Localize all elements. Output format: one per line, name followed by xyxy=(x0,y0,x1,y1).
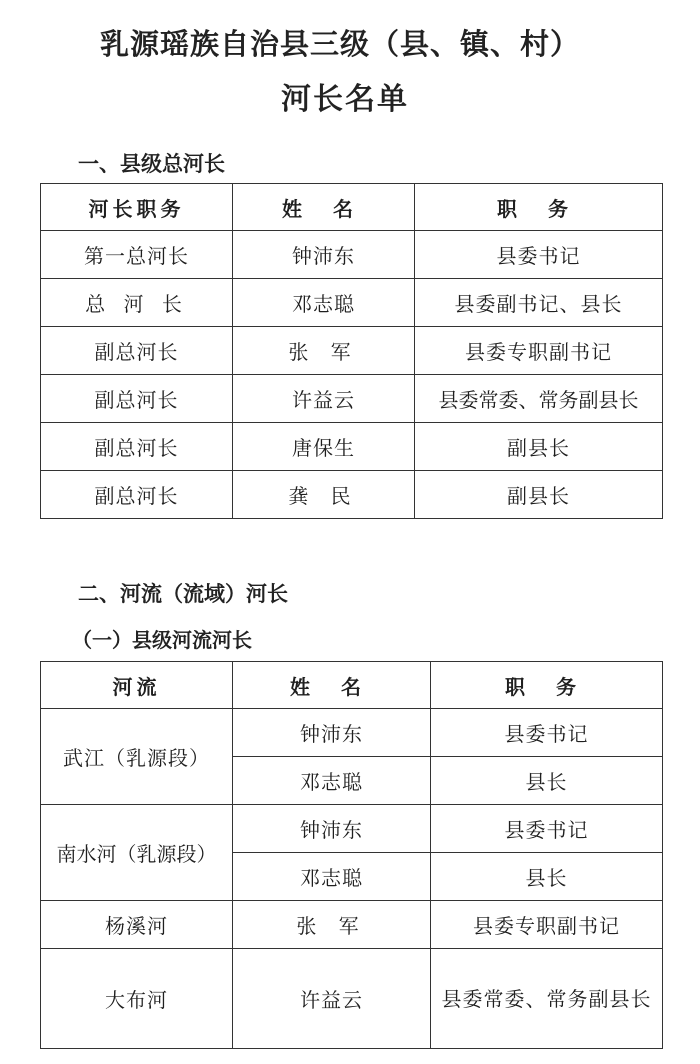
cell-name: 许益云 xyxy=(233,949,431,1049)
cell-role: 总 河 长 xyxy=(41,279,233,327)
section2-heading: 二、河流（流域）河长 xyxy=(78,582,288,606)
cell-position: 县委常委、常务副县长 xyxy=(431,949,663,1049)
cell-position: 副县长 xyxy=(415,471,663,519)
header-position: 职 务 xyxy=(415,184,663,231)
cell-position: 县委专职副书记 xyxy=(415,327,663,375)
cell-name: 钟沛东 xyxy=(233,231,415,279)
cell-position: 县委书记 xyxy=(431,709,663,757)
table-row xyxy=(41,709,663,757)
cell-name: 龚 民 xyxy=(233,471,415,519)
cell-position: 县委副书记、县长 xyxy=(415,279,663,327)
cell-role: 副总河长 xyxy=(41,423,233,471)
cell-name: 邓志聪 xyxy=(233,853,431,901)
river-chief-table xyxy=(40,661,663,1049)
cell-name: 张 军 xyxy=(233,327,415,375)
header-role: 河长职务 xyxy=(41,184,233,231)
header-name: 姓 名 xyxy=(233,184,415,231)
table-row xyxy=(41,471,663,519)
section2-subheading: （一）县级河流河长 xyxy=(72,628,252,652)
cell-river: 武江（乳源段） xyxy=(41,709,233,805)
header-position: 职 务 xyxy=(431,662,663,709)
county-chief-table xyxy=(40,183,663,519)
cell-position: 副县长 xyxy=(415,423,663,471)
cell-position: 县委常委、常务副县长 xyxy=(415,375,663,423)
cell-name: 许益云 xyxy=(233,375,415,423)
table-header-row xyxy=(41,662,663,709)
table-header-row xyxy=(41,184,663,231)
cell-role: 第一总河长 xyxy=(41,231,233,279)
table-row xyxy=(41,805,663,853)
table-row xyxy=(41,901,663,949)
cell-position: 县委书记 xyxy=(431,805,663,853)
cell-role: 副总河长 xyxy=(41,375,233,423)
cell-name: 邓志聪 xyxy=(233,279,415,327)
cell-position: 县委专职副书记 xyxy=(431,901,663,949)
cell-role: 副总河长 xyxy=(41,327,233,375)
header-name: 姓 名 xyxy=(233,662,431,709)
document-title-line1: 乳源瑶族自治县三级（县、镇、村） xyxy=(99,27,580,61)
header-river: 河流 xyxy=(41,662,233,709)
cell-river: 南水河（乳源段） xyxy=(41,805,233,901)
table-row xyxy=(41,327,663,375)
cell-name: 邓志聪 xyxy=(233,757,431,805)
table-row xyxy=(41,375,663,423)
cell-name: 张 军 xyxy=(233,901,431,949)
cell-name: 唐保生 xyxy=(233,423,415,471)
cell-position: 县长 xyxy=(431,757,663,805)
cell-name: 钟沛东 xyxy=(233,709,431,757)
cell-river: 大布河 xyxy=(41,949,233,1049)
document-title-line2: 河长名单 xyxy=(281,82,409,117)
table-row xyxy=(41,231,663,279)
cell-role: 副总河长 xyxy=(41,471,233,519)
cell-river: 杨溪河 xyxy=(41,901,233,949)
table-row xyxy=(41,949,663,1049)
table-row xyxy=(41,279,663,327)
table-row xyxy=(41,423,663,471)
cell-position: 县长 xyxy=(431,853,663,901)
section1-heading: 一、县级总河长 xyxy=(78,152,225,176)
cell-position: 县委书记 xyxy=(415,231,663,279)
cell-name: 钟沛东 xyxy=(233,805,431,853)
